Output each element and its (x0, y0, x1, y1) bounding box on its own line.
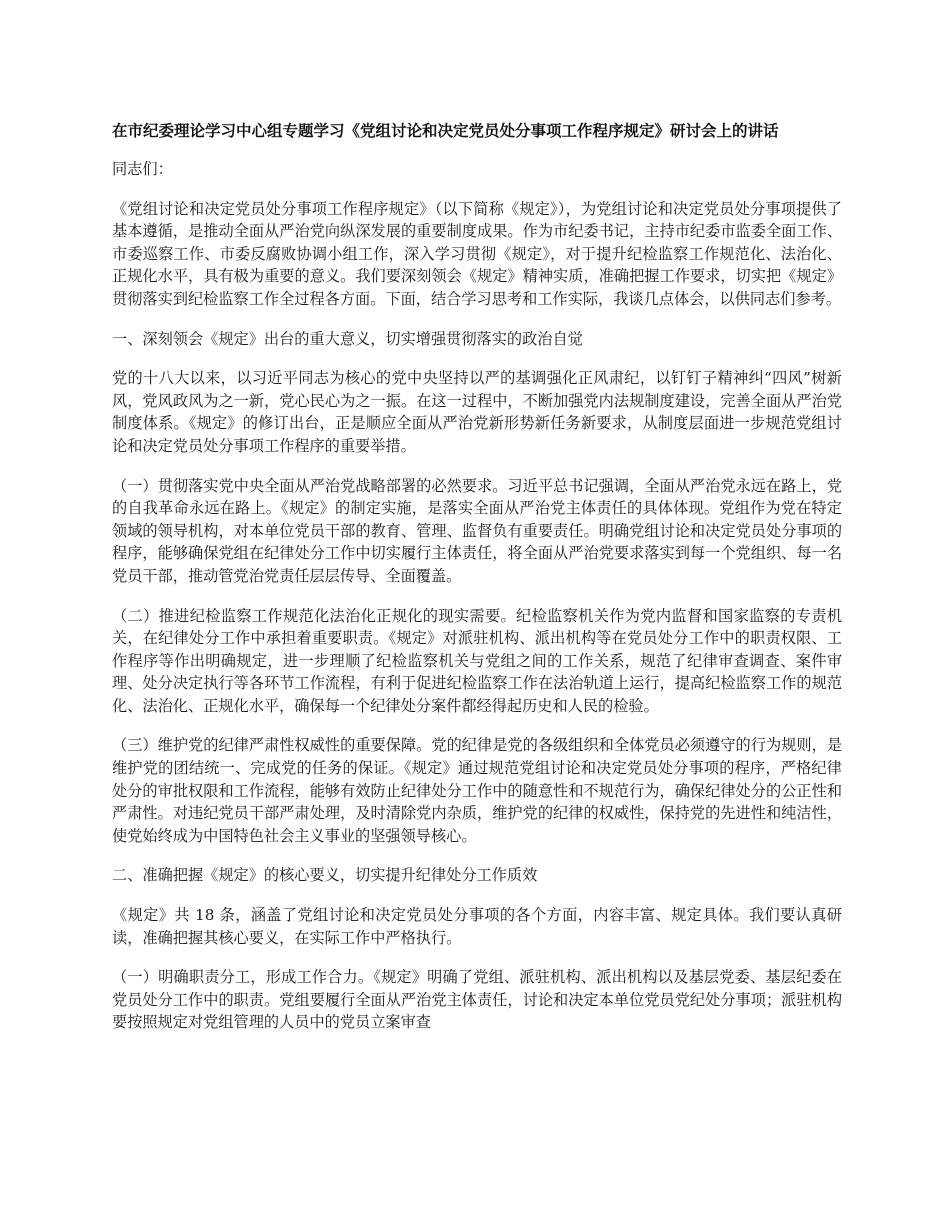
salutation: 同志们： (112, 160, 173, 178)
section-heading-1: 一、深刻领会《规定》出台的重大意义，切实增强贯彻落实的政治自觉 (112, 329, 583, 348)
paragraph-section-1-point-1: （一）贯彻落实党中央全面从严治党战略部署的必然要求。习近平总书记强调，全面从严治党永远在路上，党的自我革命永远在路上。《规定》的制定实施，是落实全面从严治党主体责任的具体体现。党组作为党在特定领域的领导机构，对本单位党员干部的教育、管理、监督负有重要责任。明确党组讨论和决定党员处分事项的程序，能够确保党组在纪律处分工作中切实履行主体责任，将全面从严治党要求落实到每一个党组织、每一名党员干部，推动管党治党责任层层传导、全面覆盖。 (112, 476, 842, 585)
paragraph-section-2-body: 《规定》共 18 条，涵盖了党组讨论和决定党员处分事项的各个方面，内容丰富、规定具体。我们要认真研读，准确把握其核心要义，在实际工作中严格执行。 (112, 906, 842, 947)
paragraph-section-1-point-2: （二）推进纪检监察工作规范化法治化正规化的现实需要。纪检监察机关作为党内监督和国家监察的专责机关，在纪律处分工作中承担着重要职责。《规定》对派驻机构、派出机构等在党员处分工作中的职责权限、工作程序等作出明确规定，进一步理顺了纪检监察机关与党组之间的工作关系，规范了纪律审查调查、案件审理、处分决定执行等各环节工作流程，有利于促进纪检监察工作在法治轨道上运行，提高纪检监察工作的规范化、法治化、正规化水平，确保每一个纪律处分案件都经得起历史和人民的检验。 (112, 606, 842, 715)
document-title: 在市纪委理论学习中心组专题学习《党组讨论和决定党员处分事项工作程序规定》研讨会上的讲话 (112, 122, 779, 140)
paragraph-section-2-point-1: （一）明确职责分工，形成工作合力。《规定》明确了党组、派驻机构、派出机构以及基层党委、基层纪委在党员处分工作中的职责。党组要履行全面从严治党主体责任，讨论和决定本单位党员党纪处分事项；派驻机构要按照规定对党组管理的人员中的党员立案审查 (112, 968, 842, 1032)
document-page (112, 120, 842, 1051)
paragraph-intro: 《党组讨论和决定党员处分事项工作程序规定》（以下简称《规定》），为党组讨论和决定党员处分事项提供了基本遵循，是推动全面从严治党向纵深发展的重要制度成果。作为市纪委书记，主持市纪委市监委全面工作、市委巡察工作、市委反腐败协调小组工作，深入学习贯彻《规定》，对于提升纪检监察工作规范化、法治化、正规化水平，具有极为重要的意义。我们要深刻领会《规定》精神实质，准确把握工作要求，切实把《规定》贯彻落实到纪检监察工作全过程各方面。下面，结合学习思考和工作实际，我谈几点体会，以供同志们参考。 (112, 199, 842, 308)
paragraph-section-1-body: 党的十八大以来，以习近平同志为核心的党中央坚持以严的基调强化正风肃纪，以钉钉子精神纠“四风”树新风，党风政风为之一新，党心民心为之一振。在这一过程中，不断加强党内法规制度建设，完善全面从严治党制度体系。《规定》的修订出台，正是顺应全面从严治党新形势新任务新要求，从制度层面进一步规范党组讨论和决定党员处分事项工作程序的重要举措。 (112, 369, 842, 455)
section-heading-2: 二、准确把握《规定》的核心要义，切实提升纪律处分工作质效 (112, 866, 538, 885)
paragraph-section-1-point-3: （三）维护党的纪律严肃性权威性的重要保障。党的纪律是党的各级组织和全体党员必须遵守的行为规则，是维护党的团结统一、完成党的任务的保证。《规定》通过规范党组讨论和决定党员处分事项的程序，严格纪律处分的审批权限和工作流程，能够有效防止纪律处分工作中的随意性和不规范行为，确保纪律处分的公正性和严肃性。对违纪党员干部严肃处理，及时清除党内杂质，维护党的纪律的权威性，保持党的先进性和纯洁性，使党始终成为中国特色社会主义事业的坚强领导核心。 (112, 736, 842, 845)
